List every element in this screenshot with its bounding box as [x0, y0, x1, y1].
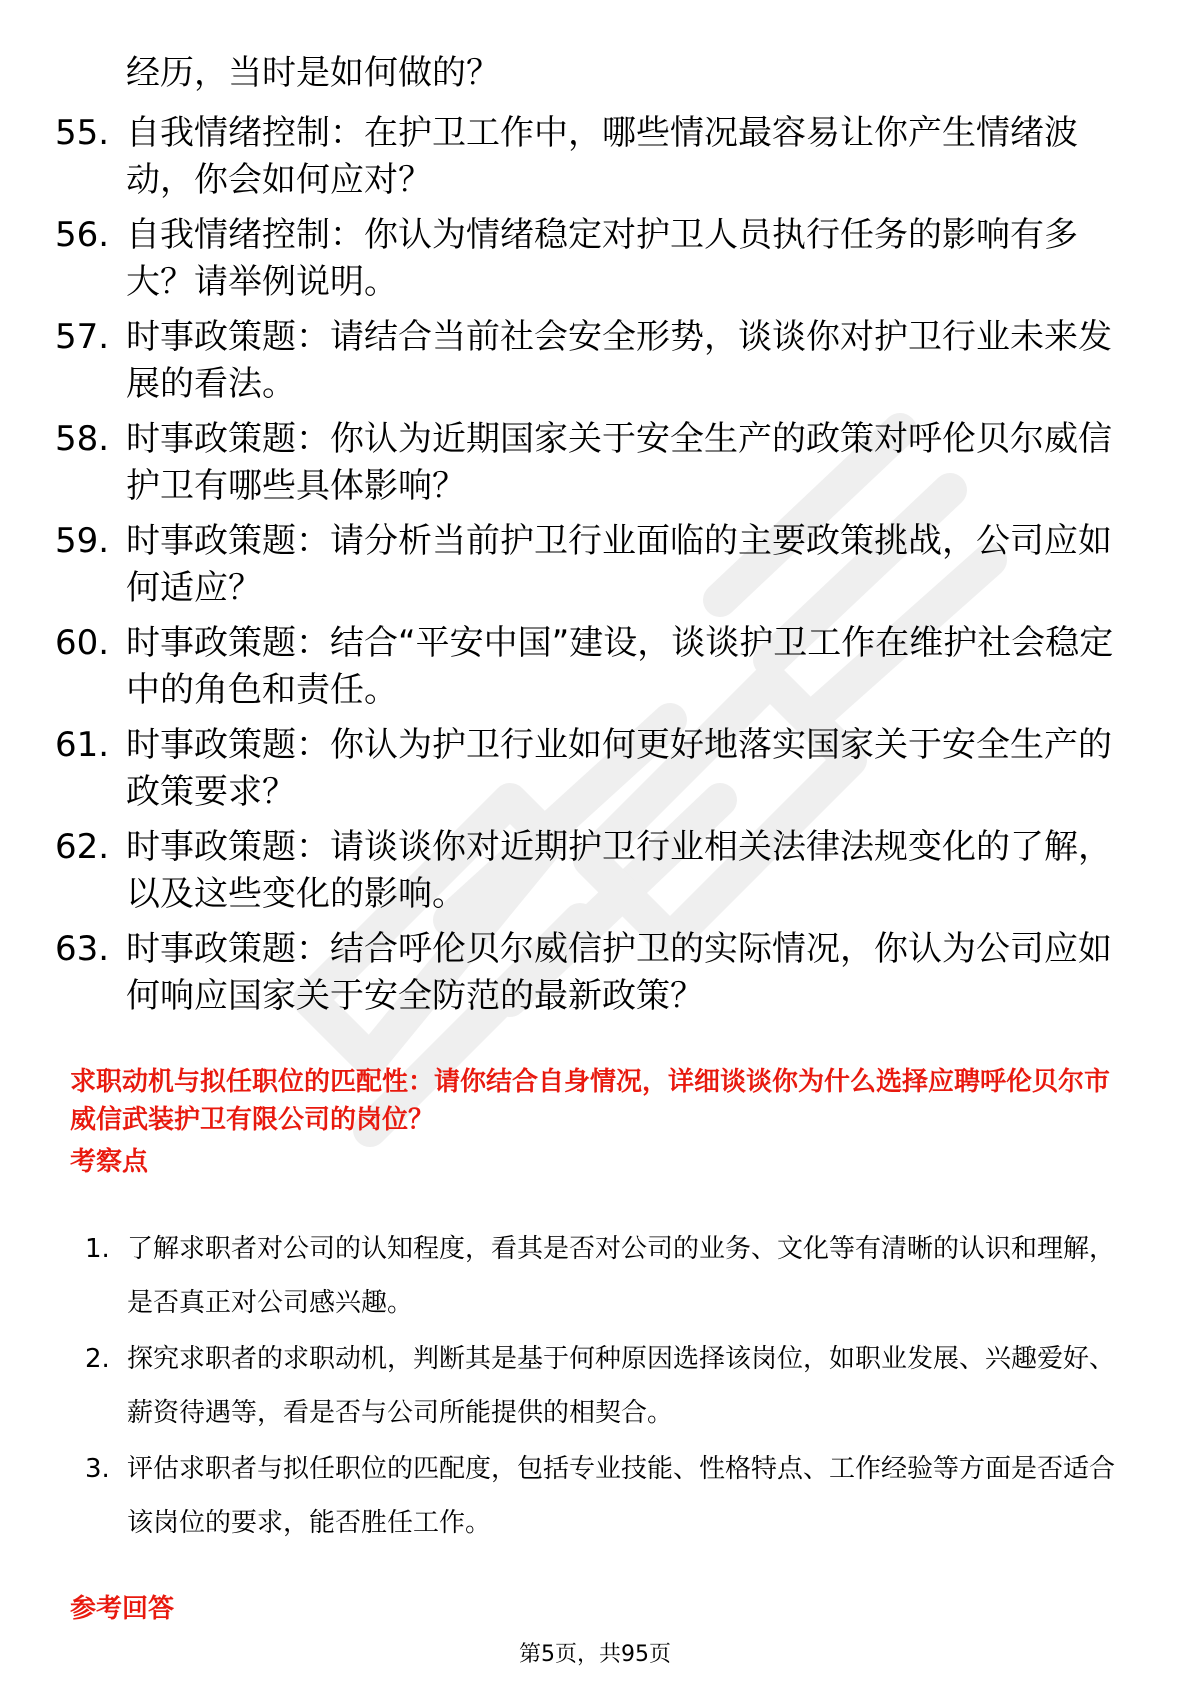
- list-item: [55, 110, 1115, 204]
- list-item: [55, 212, 1115, 306]
- page-footer: 第5页，共95页: [519, 1642, 671, 1667]
- question-continuation: 经历，当时是如何做的？: [126, 53, 500, 93]
- list-item: [55, 926, 1115, 1020]
- question-number: 58.: [55, 419, 110, 459]
- question-text: 时事政策题：结合呼伦贝尔威信护卫的实际情况，你认为公司应如何响应国家关于安全防范的最新政策？: [126, 929, 1112, 1016]
- point-text: 了解求职者对公司的认知程度，看其是否对公司的业务、文化等有清晰的认识和理解，是否真正对公司感兴趣。: [127, 1234, 1116, 1318]
- point-number: 1.: [85, 1234, 110, 1264]
- list-item: [85, 1222, 1120, 1330]
- question-number: 60.: [55, 623, 110, 663]
- question-text: 时事政策题：你认为近期国家关于安全生产的政策对呼伦贝尔威信护卫有哪些具体影响？: [126, 419, 1112, 506]
- list-item: [55, 824, 1115, 918]
- question-text: 时事政策题：请结合当前社会安全形势，谈谈你对护卫行业未来发展的看法。: [126, 317, 1112, 404]
- question-list: [55, 110, 1115, 1028]
- point-number: 2.: [85, 1344, 110, 1374]
- point-text: 评估求职者与拟任职位的匹配度，包括专业技能、性格特点、工作经验等方面是否适合该岗位的要求，能否胜任工作。: [127, 1454, 1116, 1538]
- list-item: [85, 1332, 1120, 1440]
- list-item: [55, 518, 1115, 612]
- list-item: [55, 620, 1115, 714]
- question-number: 56.: [55, 215, 110, 255]
- question-text: 时事政策题：请分析当前护卫行业面临的主要政策挑战，公司应如何适应？: [126, 521, 1112, 608]
- section-title: 求职动机与拟任职位的匹配性：请你结合自身情况，详细谈谈你为什么选择应聘呼伦贝尔市威信武装护卫有限公司的岗位？: [70, 1067, 1111, 1135]
- question-number: 57.: [55, 317, 110, 357]
- question-number: 61.: [55, 725, 110, 765]
- list-item: [55, 416, 1115, 510]
- list-item: [55, 314, 1115, 408]
- list-item: [85, 1442, 1120, 1550]
- point-number: 3.: [85, 1454, 110, 1484]
- reference-answer-heading: 参考回答: [70, 1594, 175, 1624]
- question-text: 时事政策题：请谈谈你对近期护卫行业相关法律法规变化的了解，以及这些变化的影响。: [126, 827, 1112, 914]
- question-number: 62.: [55, 827, 110, 867]
- question-number: 55.: [55, 113, 110, 153]
- assessment-heading: 考察点: [70, 1147, 149, 1177]
- question-text: 自我情绪控制：你认为情绪稳定对护卫人员执行任务的影响有多大？请举例说明。: [126, 215, 1078, 302]
- question-number: 59.: [55, 521, 110, 561]
- list-item: [55, 722, 1115, 816]
- point-text: 探究求职者的求职动机，判断其是基于何种原因选择该岗位，如职业发展、兴趣爱好、薪资待遇等，看是否与公司所能提供的相契合。: [127, 1344, 1116, 1428]
- question-number: 63.: [55, 929, 110, 969]
- assessment-points: [85, 1222, 1120, 1552]
- question-text: 自我情绪控制：在护卫工作中，哪些情况最容易让你产生情绪波动，你会如何应对？: [126, 113, 1078, 200]
- question-text: 时事政策题：你认为护卫行业如何更好地落实国家关于安全生产的政策要求？: [126, 725, 1112, 812]
- question-text: 时事政策题：结合“平安中国”建设，谈谈护卫工作在维护社会稳定中的角色和责任。: [126, 623, 1114, 710]
